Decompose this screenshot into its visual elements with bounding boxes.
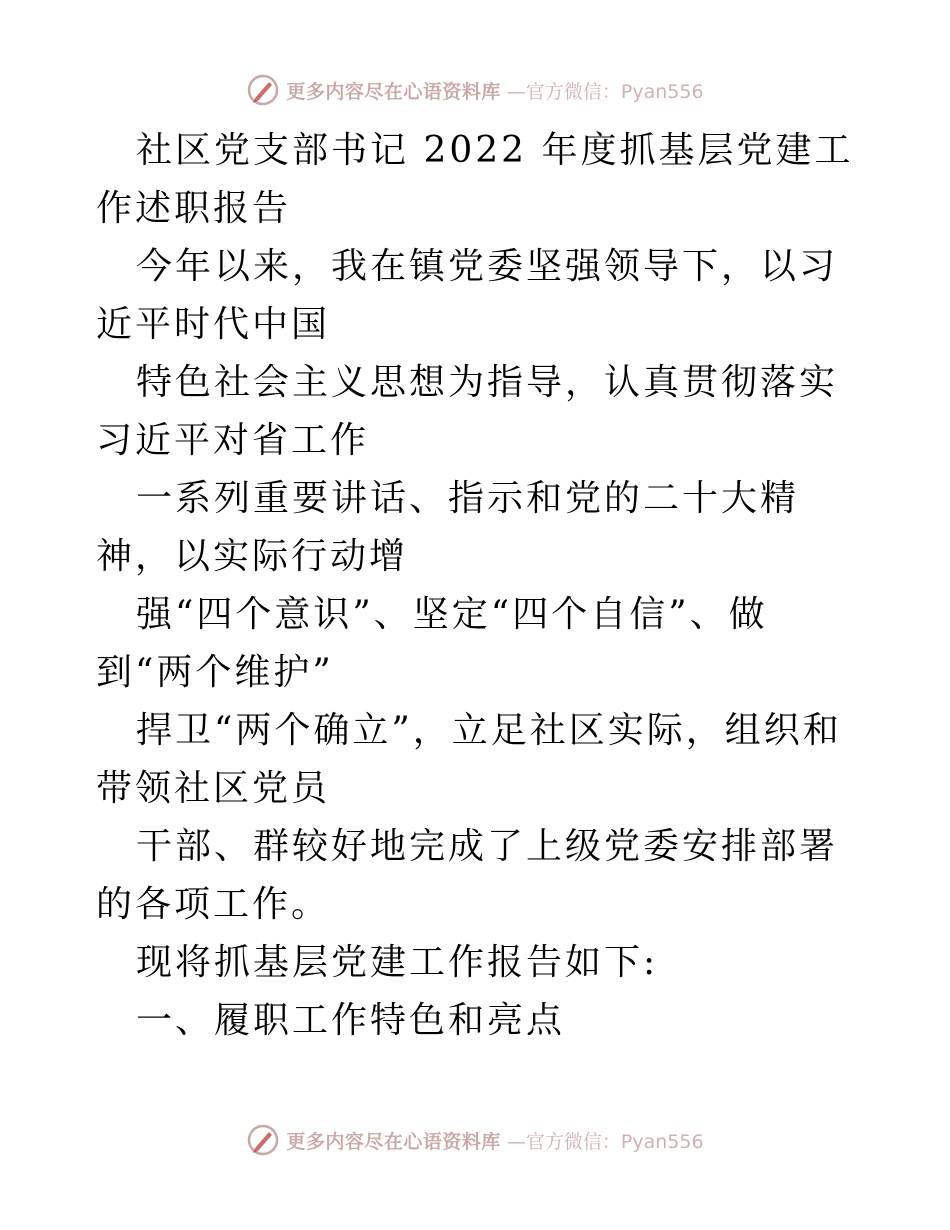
- doc-paragraph: 现将抓基层党建工作报告如下:: [136, 942, 659, 983]
- footer-watermark: [0, 1120, 950, 1160]
- doc-title: 社区党支部书记 2022 年度抓基层党建工作述职报告: [96, 130, 854, 229]
- header-watermark: [0, 70, 950, 110]
- doc-paragraph: 今年以来，我在镇党委坚强领导下，以习近平时代中国: [96, 246, 839, 345]
- doc-paragraph: 强“四个意识”、坚定“四个自信”、做到“两个维护”: [96, 594, 768, 693]
- watermark-sub-text: —官方微信：Pyan556: [506, 1130, 704, 1153]
- section-heading: 一、履职工作特色和亮点: [136, 1000, 566, 1041]
- watermark-sub-text: —官方微信：Pyan556: [506, 80, 704, 103]
- watermark-main-text: 更多内容尽在心语资料库: [286, 1130, 501, 1153]
- document-body: [96, 122, 856, 1050]
- pen-circle-logo-icon: [246, 1123, 280, 1157]
- doc-paragraph: 特色社会主义思想为指导，认真贯彻落实习近平对省工作: [96, 362, 839, 461]
- doc-paragraph: 捍卫“两个确立”，立足社区实际，组织和带领社区党员: [96, 710, 842, 809]
- watermark-main-text: 更多内容尽在心语资料库: [286, 80, 501, 103]
- pen-circle-logo-icon: [246, 73, 280, 107]
- doc-paragraph: 干部、群较好地完成了上级党委安排部署的各项工作。: [96, 826, 839, 925]
- doc-paragraph: 一系列重要讲话、指示和党的二十大精神，以实际行动增: [96, 478, 800, 577]
